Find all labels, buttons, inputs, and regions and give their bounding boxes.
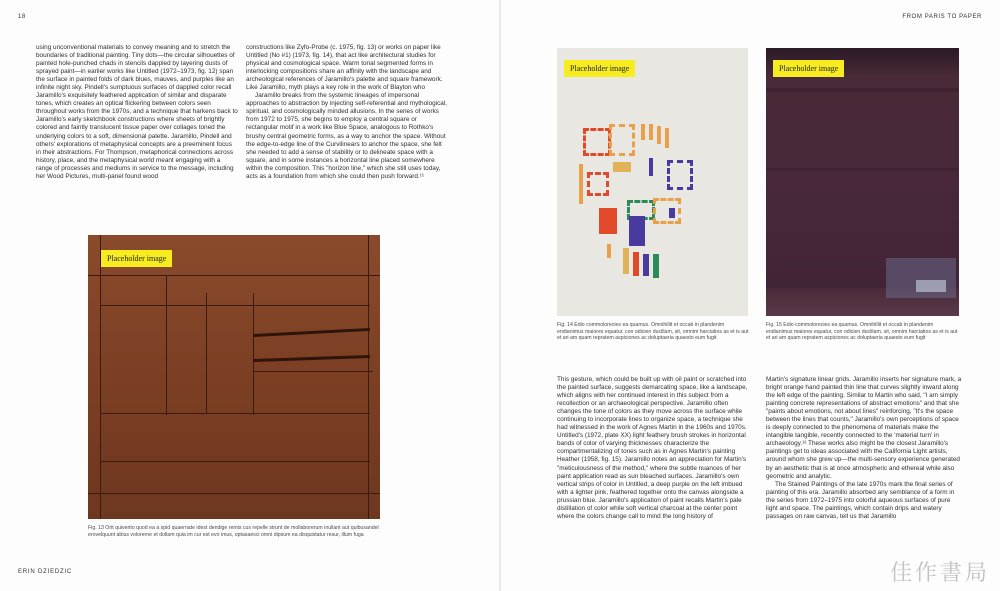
wood-gap [253, 328, 370, 337]
figure-caption: Fig. 15 Edio commolorecies ea quamus. Omnihillit et occab in plandenim endianimus maiores equatur, con odicien ducillam, sit, omnim harciatios as et is aut et ari am quam repratem aspiciones ac doluptaeria quaesto eum fugit [766, 322, 958, 342]
left-page [0, 0, 499, 591]
paragraph: Jaramillo breaks from the systemic lineages of impersonal approaches to abstraction by injecting self-referential and mythological, spiritual, and cosmologically minded allusions. In the series of works from 1972 to 1975, she begins to employ a central square or rectangular motif in a work like Blue Space, analogous to Rothko's brushy central geometric forms, as a way to anchor the space. Without the edge-to-edge line of the Curvilinears to anchor the space, she felt she needed to add a sense of stability or to delineate space with a square, and in some instances a horizontal line placed somewhere within the composition. This "horizon line," which she still uses today, acts as a foundation from which she could then push forward.¹¹ [246, 92, 448, 180]
section-title: FROM PARIS TO PAPER [902, 14, 982, 20]
author-footer: ERIN DZIEDZIC [18, 569, 73, 575]
left-text-column-2 [246, 44, 449, 181]
page-number: 18 [18, 14, 26, 20]
paragraph: The Stained Paintings of the late 1970s mark the final series of painting of this era. Jaramillo absorbed any semblance of a form in the series from 1972–1975 into colorful aqueous surfaces of pure light and space. The paintings, which contain drips and watery passages on raw canvas, tell us that Jaramillo [766, 480, 955, 520]
publisher-watermark: 佳作書局 [889, 561, 990, 586]
wood-gap [253, 355, 370, 362]
paragraph: using unconventional materials to convey meaning and to stretch the boundaries of traditional painting. Tiny dots—the circular silhouettes of painted hole-punched chads in stencils dappled by layering dusts of sprayed paint—in earlier works like Untitled (1972–1973, fig. 12) span the surface in painted folds of dark blues, mauves, and purples like an infinite night sky. Pindell's sumptuous surfaces of dappled color recall Jaramillo's exquisitely feathered application of similar and disparate tones, which creates an optical flickering between colors seen throughout works from the 1970s, and a technique that harkens back to Jaramillo's early sketchbook constructions where sheets of brightly colored and faintly translucent tissue paper over collages toned the underlying colors to a soft, dimensional palette. Jaramillo, Pindell and others' explorations of metaphysical concepts are a preeminent focus in their abstractions. For Thompson, metaphorical connections across history, place, and the metaphysical world meant engaging with a range of processes and mediums in service to the message, including her Wood Pictures, multi-panel found wood [36, 44, 238, 180]
paragraph: Martin's signature linear grids. Jaramillo inserts her signature mark, a bright orange hand painted thin line that curves slightly inward along the left edge of the painting. Similar to Martin who said, "I am simply painting concrete representations of abstract emotions" and that she "paints about emotions, not about lines" reinforcing, "It's the space between the lines that counts," Jaramillo's own perceptions of space is deeply connected to the phenomena of materials make the intangible tangible, recently connected to the 'material turn' in archaeology.¹² These works also might be the closest Jaramillo's paintings get to ideas associated with the California Light artists, around whom she grew up—the multi-sensory experience generated by an aesthetic that is at once atmospheric and ethereal while also geometric and analytic. [766, 376, 962, 480]
placeholder-image-label: Placeholder image [564, 60, 635, 77]
figure-caption: Fig. 13 Orit quivento quod ea a spid quaernate idest dendige remis cus repelle strunt de mollaborerum inullant aut quibusandel erovelquunt abius volorerne et dollam quia im cur est evo imus, optasaesci omni dipsum ea disquistatur resur, illum fuga [88, 525, 379, 538]
purple-painting-image [766, 48, 959, 316]
right-text-column-2 [766, 376, 962, 521]
placeholder-image-label: Placeholder image [773, 60, 844, 77]
figure-caption: Fig. 14 Edio commolorecies ea quamus. Omnihillit et occab in plandenim endianimus maiores equatur, con odicien ducillam, sit, omnim harciatios as et is aut et ari am quam repratem aspiciones ac doluptaeria quaesto eum fugit [557, 322, 749, 342]
geometric-painting-image [557, 48, 748, 316]
paragraph: This gesture, which could be built up with oil paint or scratched into the painted surface, suggests demarcating space, like a landscape, which aligns with her continued interest in this subject from a recollection or an archaeological perspective. Jaramillo often changes the tone of colors as they move across the surface while continuing to incorporate lines to organize space, a technique she had witnessed in the work of Agnes Martin in the 1960s and 1970s. Untitled's (1972, plate XX) light feathery brush strokes in horizontal bands of color of varying thicknesses characterize the compartmentalizing of tones such as in Agnes Martin's painting Heather (1958, fig. 15). Jaramillo notes an appreciation for Martin's "meticulousness of the method," where the subtle nuances of her paint application read as sun bleached surfaces. Jaramillo's own vertical strips of color in Untitled, a deep purple on the left imbued with a lighter pink, feathered together onto the canvas alongside a prussian blue. Jaramillo's application of paint recalls Martin's pale distillation of color while soft vertical charcoal at the center point where the colors change call to mind the long history of [557, 376, 748, 520]
paragraph: constructions like Zyfo-Probe (c. 1975, fig. 13) or works on paper like Untitled (No #1) (1973, fig. 14), that act like architectural studies for physical and cosmological space. Warm tonal segmented forms in interlocking compositions share an affinity with the landscape and archeological references of Jaramillo's palette and square framework. Like Jaramillo, myth plays a key role in the work of Blayton who [246, 44, 443, 92]
left-text-column-1 [36, 44, 238, 181]
placeholder-image-label: Placeholder image [101, 250, 172, 267]
right-text-column-1 [557, 376, 753, 521]
wood-construction-image [88, 235, 380, 519]
